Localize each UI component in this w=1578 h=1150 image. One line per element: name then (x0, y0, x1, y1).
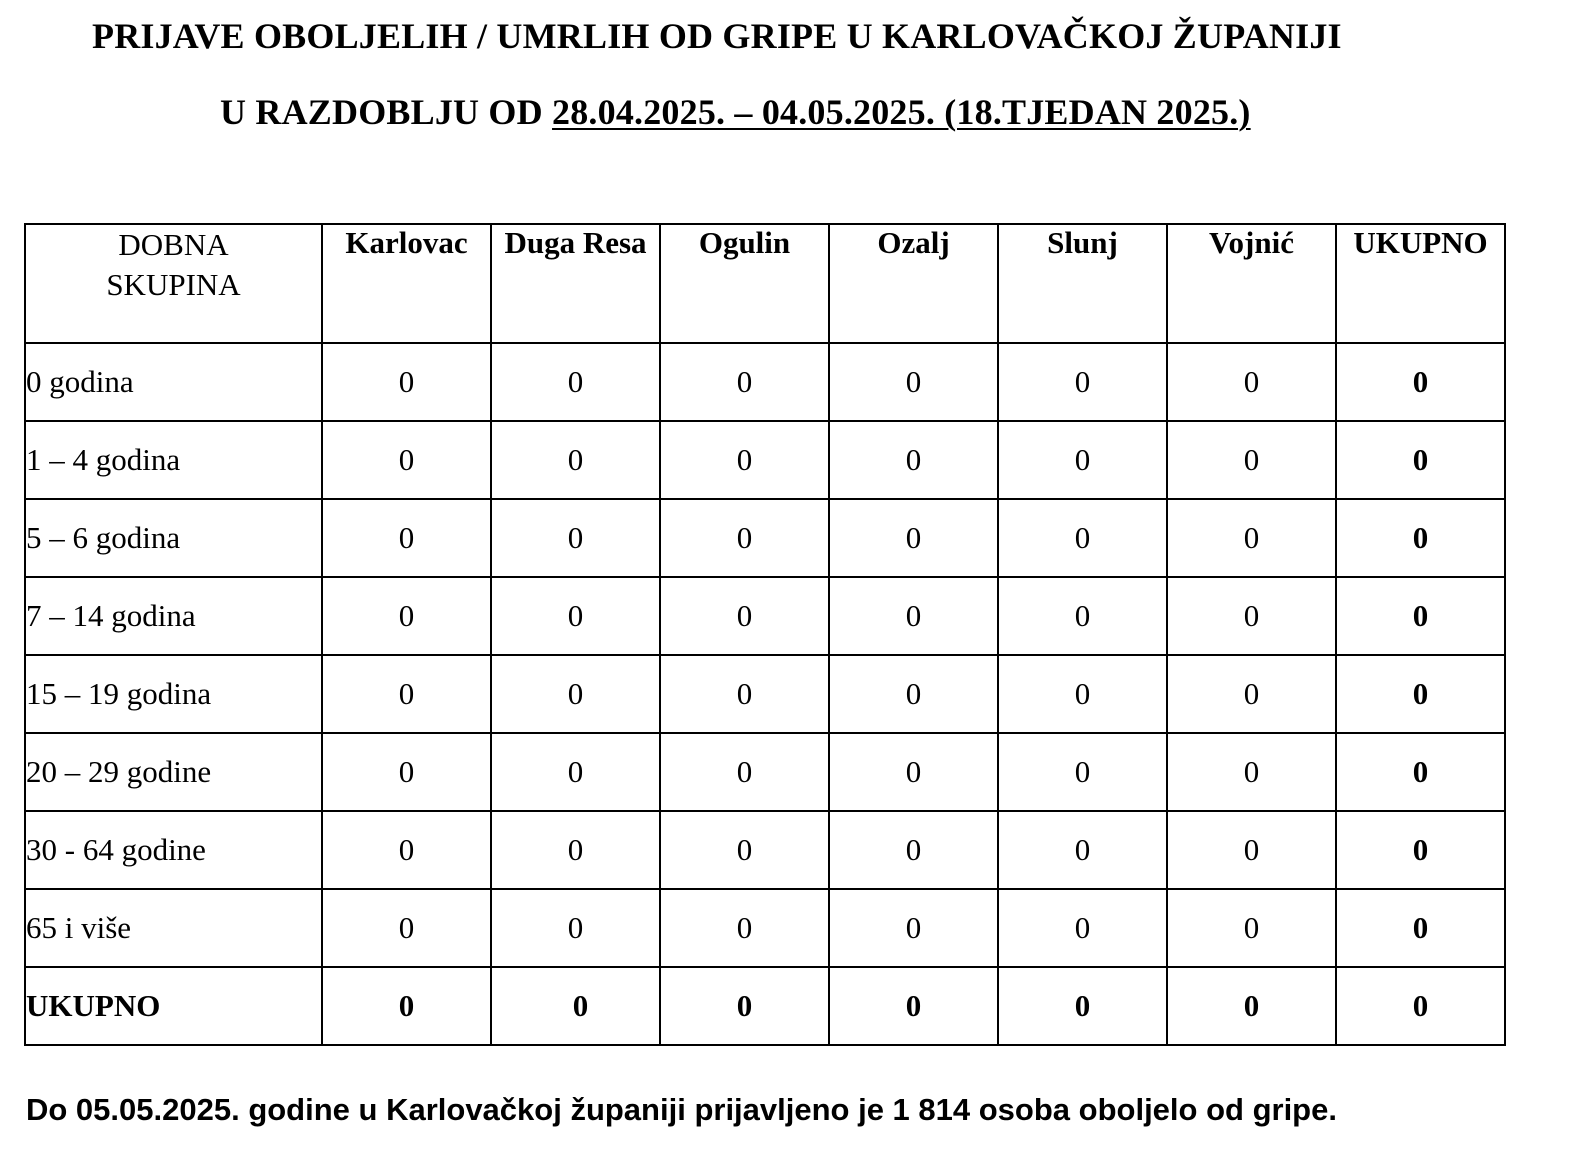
column-total-cell: 0 (660, 967, 829, 1045)
table-cell: 0 (660, 655, 829, 733)
age-group-label: 65 i više (25, 889, 322, 967)
grand-total-cell: 0 (1336, 967, 1505, 1045)
table-cell: 0 (998, 655, 1167, 733)
table-cell: 0 (660, 811, 829, 889)
table-row (25, 421, 1505, 499)
table-cell: 0 (829, 421, 998, 499)
table-cell: 0 (660, 421, 829, 499)
table-cell: 0 (1167, 733, 1336, 811)
table-cell: 0 (829, 499, 998, 577)
row-total-cell: 0 (1336, 421, 1505, 499)
age-group-header-line1: DOBNA (118, 227, 229, 262)
column-header-ogulin: Ogulin (660, 224, 829, 343)
table-cell: 0 (491, 421, 660, 499)
row-total-cell: 0 (1336, 577, 1505, 655)
table-cell: 0 (829, 577, 998, 655)
table-cell: 0 (998, 733, 1167, 811)
table-row (25, 889, 1505, 967)
table-row (25, 811, 1505, 889)
row-total-cell: 0 (1336, 655, 1505, 733)
total-row (25, 967, 1505, 1045)
table-cell: 0 (1167, 499, 1336, 577)
table-cell: 0 (322, 577, 491, 655)
table-cell: 0 (660, 889, 829, 967)
table-row (25, 499, 1505, 577)
column-header-karlovac: Karlovac (322, 224, 491, 343)
row-total-cell: 0 (1336, 499, 1505, 577)
page-title-line2 (220, 90, 1251, 134)
table-cell: 0 (998, 343, 1167, 421)
cumulative-cases-note: Do 05.05.2025. godine u Karlovačkoj županiji prijavljeno je 1 814 osoba oboljelo od gripe. (26, 1092, 1337, 1127)
table-header-row (25, 224, 1505, 343)
reporting-period: 28.04.2025. – 04.05.2025. (18.TJEDAN 2025.) (552, 92, 1251, 132)
table-row (25, 655, 1505, 733)
table-cell: 0 (660, 499, 829, 577)
page-title-line1: PRIJAVE OBOLJELIH / UMRLIH OD GRIPE U KARLOVAČKOJ ŽUPANIJI (92, 16, 1342, 56)
table-cell: 0 (660, 733, 829, 811)
row-total-cell: 0 (1336, 733, 1505, 811)
age-group-header (25, 224, 322, 343)
age-group-label: 5 – 6 godina (25, 499, 322, 577)
table-cell: 0 (1167, 343, 1336, 421)
table-cell: 0 (491, 577, 660, 655)
column-total-cell: 0 (829, 967, 998, 1045)
table-cell: 0 (322, 499, 491, 577)
table-cell: 0 (829, 733, 998, 811)
column-header-ozalj: Ozalj (829, 224, 998, 343)
table-cell: 0 (998, 811, 1167, 889)
age-group-label: 0 godina (25, 343, 322, 421)
table-cell: 0 (1167, 655, 1336, 733)
table-cell: 0 (491, 499, 660, 577)
table-cell: 0 (322, 889, 491, 967)
row-total-cell: 0 (1336, 343, 1505, 421)
flu-cases-table (24, 223, 1506, 1046)
table-cell: 0 (322, 421, 491, 499)
table-cell: 0 (491, 889, 660, 967)
column-total-cell: 0 (491, 967, 660, 1045)
column-total-cell: 0 (1167, 967, 1336, 1045)
table-cell: 0 (998, 499, 1167, 577)
table-row (25, 577, 1505, 655)
table-cell: 0 (660, 343, 829, 421)
age-group-label: 20 – 29 godine (25, 733, 322, 811)
table-cell: 0 (660, 577, 829, 655)
table-row (25, 733, 1505, 811)
table-cell: 0 (322, 733, 491, 811)
table-cell: 0 (491, 811, 660, 889)
table-cell: 0 (491, 343, 660, 421)
table-cell: 0 (1167, 577, 1336, 655)
table-cell: 0 (491, 733, 660, 811)
table-cell: 0 (829, 343, 998, 421)
period-prefix: U RAZDOBLJU OD (220, 92, 553, 132)
age-group-label: 7 – 14 godina (25, 577, 322, 655)
table-cell: 0 (1167, 889, 1336, 967)
age-group-label: 1 – 4 godina (25, 421, 322, 499)
table-cell: 0 (1167, 811, 1336, 889)
column-header-total: UKUPNO (1336, 224, 1505, 343)
table-cell: 0 (998, 889, 1167, 967)
column-total-cell: 0 (322, 967, 491, 1045)
column-header-vojnic: Vojnić (1167, 224, 1336, 343)
age-group-label: 30 - 64 godine (25, 811, 322, 889)
table-cell: 0 (998, 577, 1167, 655)
column-header-slunj: Slunj (998, 224, 1167, 343)
row-total-cell: 0 (1336, 889, 1505, 967)
total-row-label: UKUPNO (25, 967, 322, 1045)
column-header-duga-resa: Duga Resa (491, 224, 660, 343)
table-cell: 0 (1167, 421, 1336, 499)
row-total-cell: 0 (1336, 811, 1505, 889)
table-cell: 0 (491, 655, 660, 733)
column-total-cell: 0 (998, 967, 1167, 1045)
table-cell: 0 (998, 421, 1167, 499)
table-row (25, 343, 1505, 421)
age-group-header-line2: SKUPINA (106, 267, 241, 302)
age-group-label: 15 – 19 godina (25, 655, 322, 733)
table-cell: 0 (322, 655, 491, 733)
table-cell: 0 (829, 889, 998, 967)
table-cell: 0 (829, 655, 998, 733)
table-cell: 0 (322, 343, 491, 421)
table-cell: 0 (829, 811, 998, 889)
table-cell: 0 (322, 811, 491, 889)
